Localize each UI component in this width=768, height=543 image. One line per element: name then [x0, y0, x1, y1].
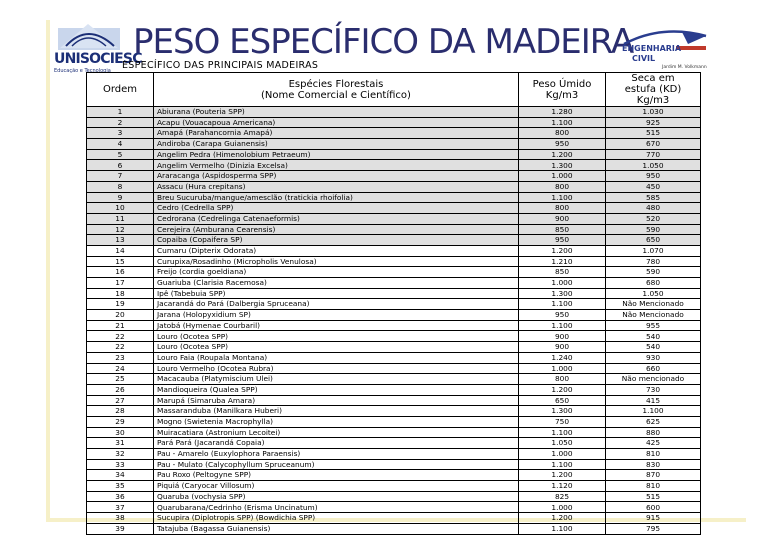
cell-especie: Louro (Ocotea SPP): [154, 342, 519, 353]
cell-especie: Andiroba (Carapa Guianensis): [154, 139, 519, 150]
unisociesc-brand: UNISOCIESC: [54, 51, 142, 67]
table-row: [87, 427, 701, 438]
cell-peso-umido: 800: [519, 374, 606, 385]
cell-peso-umido: 1.280: [519, 107, 606, 118]
cell-peso-umido: 1.050: [519, 438, 606, 449]
cell-ordem: 25: [87, 374, 154, 385]
cell-ordem: 11: [87, 213, 154, 224]
cell-seca-estufa: 925: [606, 117, 701, 128]
table-row: [87, 513, 701, 524]
cell-especie: Massaranduba (Manilkara Huberi): [154, 406, 519, 417]
cell-ordem: 38: [87, 513, 154, 524]
cell-ordem: 8: [87, 181, 154, 192]
cell-especie: Cumaru (Dipterix Odorata): [154, 245, 519, 256]
cell-ordem: 9: [87, 192, 154, 203]
cell-peso-umido: 1.120: [519, 481, 606, 492]
table-row: [87, 470, 701, 481]
cell-peso-umido: 1.100: [519, 427, 606, 438]
table-row: [87, 139, 701, 150]
table-row: [87, 224, 701, 235]
cell-peso-umido: 1.100: [519, 459, 606, 470]
cell-ordem: 27: [87, 395, 154, 406]
cell-peso-umido: 850: [519, 267, 606, 278]
cell-peso-umido: 750: [519, 416, 606, 427]
cell-ordem: 12: [87, 224, 154, 235]
cell-ordem: 21: [87, 320, 154, 331]
cell-peso-umido: 1.100: [519, 523, 606, 534]
cell-seca-estufa: 810: [606, 481, 701, 492]
table-row: [87, 256, 701, 267]
cell-ordem: 28: [87, 406, 154, 417]
cell-especie: Jatobá (Hymenae Courbaril): [154, 320, 519, 331]
cell-peso-umido: 1.100: [519, 192, 606, 203]
cell-ordem: 23: [87, 352, 154, 363]
cell-ordem: 6: [87, 160, 154, 171]
cell-peso-umido: 800: [519, 203, 606, 214]
cell-seca-estufa: 540: [606, 342, 701, 353]
table-row: [87, 352, 701, 363]
cell-especie: Angelim Vermelho (Dinizia Excelsa): [154, 160, 519, 171]
cell-peso-umido: 1.100: [519, 299, 606, 310]
table-row: [87, 331, 701, 342]
cell-seca-estufa: 600: [606, 502, 701, 513]
cell-peso-umido: 1.000: [519, 171, 606, 182]
cell-especie: Sucupira (Diplotropis SPP) (Bowdichia SPP): [154, 513, 519, 524]
cell-seca-estufa: 480: [606, 203, 701, 214]
cell-ordem: 26: [87, 384, 154, 395]
table-row: [87, 128, 701, 139]
cell-seca-estufa: 625: [606, 416, 701, 427]
table-row: [87, 267, 701, 278]
cell-especie: Ipê (Tabebuia SPP): [154, 288, 519, 299]
cell-ordem: 1: [87, 107, 154, 118]
cell-peso-umido: 900: [519, 331, 606, 342]
cell-especie: Pau Roxo (Peltogyne SPP): [154, 470, 519, 481]
cell-ordem: 29: [87, 416, 154, 427]
cell-seca-estufa: 810: [606, 449, 701, 460]
unisociesc-mark-icon: [58, 20, 120, 50]
cell-especie: Guariuba (Clarisia Racemosa): [154, 278, 519, 289]
cell-peso-umido: 1.000: [519, 449, 606, 460]
cell-seca-estufa: 425: [606, 438, 701, 449]
cell-seca-estufa: 795: [606, 523, 701, 534]
cell-seca-estufa: 680: [606, 278, 701, 289]
cell-especie: Pará Pará (Jacarandá Copaia): [154, 438, 519, 449]
cell-seca-estufa: 590: [606, 267, 701, 278]
table-header-row: [87, 73, 701, 107]
cell-seca-estufa: 520: [606, 213, 701, 224]
cell-especie: Copaiba (Copaifera SP): [154, 235, 519, 246]
logo-engenharia-text: ENGENHARIA: [622, 44, 682, 53]
cell-peso-umido: 950: [519, 235, 606, 246]
cell-ordem: 15: [87, 256, 154, 267]
cell-seca-estufa: 1.050: [606, 160, 701, 171]
table-row: [87, 384, 701, 395]
cell-especie: Mogno (Swietenia Macrophylla): [154, 416, 519, 427]
cell-especie: Angelim Pedra (Himenolobium Petraeum): [154, 149, 519, 160]
header-seca-estufa: Seca em estufa (KD) Kg/m3: [606, 73, 701, 107]
cell-seca-estufa: 955: [606, 320, 701, 331]
cell-seca-estufa: 780: [606, 256, 701, 267]
unisociesc-tagline: Educação e Tecnologia: [54, 68, 111, 74]
cell-ordem: 20: [87, 310, 154, 321]
cell-ordem: 33: [87, 459, 154, 470]
cell-ordem: 36: [87, 491, 154, 502]
table-row: [87, 406, 701, 417]
cell-peso-umido: 900: [519, 342, 606, 353]
cell-peso-umido: 1.200: [519, 245, 606, 256]
cell-ordem: 16: [87, 267, 154, 278]
cell-especie: Araracanga (Aspidosperma SPP): [154, 171, 519, 182]
cell-ordem: 32: [87, 449, 154, 460]
table-row: [87, 160, 701, 171]
table-row: [87, 438, 701, 449]
cell-especie: Cedrorana (Cedrelinga Catenaeformis): [154, 213, 519, 224]
cell-ordem: 34: [87, 470, 154, 481]
cell-ordem: 39: [87, 523, 154, 534]
cell-peso-umido: 1.200: [519, 149, 606, 160]
cell-especie: Quaruba (vochysia SPP): [154, 491, 519, 502]
cell-especie: Mandioqueira (Qualea SPP): [154, 384, 519, 395]
cell-seca-estufa: Não Mencionado: [606, 299, 701, 310]
cell-seca-estufa: 930: [606, 352, 701, 363]
cell-peso-umido: 1.300: [519, 406, 606, 417]
table-row: [87, 278, 701, 289]
cell-peso-umido: 850: [519, 224, 606, 235]
table-row: [87, 203, 701, 214]
cell-seca-estufa: 515: [606, 128, 701, 139]
table-body: [87, 107, 701, 535]
header-ordem: Ordem: [87, 73, 154, 107]
table-row: [87, 235, 701, 246]
cell-ordem: 2: [87, 117, 154, 128]
cell-ordem: 24: [87, 363, 154, 374]
cell-seca-estufa: 1.070: [606, 245, 701, 256]
cell-peso-umido: 1.300: [519, 160, 606, 171]
cell-ordem: 37: [87, 502, 154, 513]
cell-peso-umido: 950: [519, 310, 606, 321]
table-row: [87, 342, 701, 353]
table-row: [87, 107, 701, 118]
table-row: [87, 299, 701, 310]
table-row: [87, 502, 701, 513]
cell-especie: Curupixa/Rosadinho (Micropholis Venulosa): [154, 256, 519, 267]
cell-peso-umido: 1.100: [519, 117, 606, 128]
cell-especie: Marupá (Simaruba Amara): [154, 395, 519, 406]
cell-seca-estufa: 730: [606, 384, 701, 395]
cell-peso-umido: 1.200: [519, 513, 606, 524]
table-row: [87, 171, 701, 182]
table-row: [87, 449, 701, 460]
table-row: [87, 192, 701, 203]
cell-peso-umido: 1.000: [519, 278, 606, 289]
cell-especie: Jarana (Holopyxidium SP): [154, 310, 519, 321]
cell-seca-estufa: 770: [606, 149, 701, 160]
cell-seca-estufa: 585: [606, 192, 701, 203]
cell-especie: Quarubarana/Cedrinho (Erisma Uncinatum): [154, 502, 519, 513]
cell-peso-umido: 800: [519, 128, 606, 139]
table-row: [87, 149, 701, 160]
cell-especie: Macacauba (Platymiscium Ulei): [154, 374, 519, 385]
cell-seca-estufa: 515: [606, 491, 701, 502]
cell-seca-estufa: 915: [606, 513, 701, 524]
cell-especie: Tatajuba (Bagassa Guianensis): [154, 523, 519, 534]
cell-especie: Pau - Mulato (Calycophyllum Spruceanum): [154, 459, 519, 470]
left-accent-band: [46, 20, 50, 520]
table-row: [87, 374, 701, 385]
cell-peso-umido: 1.100: [519, 320, 606, 331]
cell-seca-estufa: Não mencionado: [606, 374, 701, 385]
cell-seca-estufa: 880: [606, 427, 701, 438]
cell-ordem: 22: [87, 342, 154, 353]
table-row: [87, 395, 701, 406]
cell-especie: Jacarandá do Pará (Dalbergia Spruceana): [154, 299, 519, 310]
cell-especie: Breu Sucuruba/mangue/amesclão (tratickia rhoifolia): [154, 192, 519, 203]
page-title: PESO ESPECÍFICO DA MADEIRA: [133, 22, 634, 62]
cell-especie: Freijo (cordia goeldiana): [154, 267, 519, 278]
cell-peso-umido: 950: [519, 139, 606, 150]
cell-seca-estufa: 540: [606, 331, 701, 342]
cell-ordem: 19: [87, 299, 154, 310]
cell-peso-umido: 1.200: [519, 384, 606, 395]
cell-seca-estufa: 670: [606, 139, 701, 150]
cell-seca-estufa: 660: [606, 363, 701, 374]
cell-ordem: 17: [87, 278, 154, 289]
cell-ordem: 35: [87, 481, 154, 492]
cell-especie: Piquiá (Caryocar Villosum): [154, 481, 519, 492]
table-row: [87, 310, 701, 321]
cell-ordem: 13: [87, 235, 154, 246]
cell-especie: Muiracatiara (Astronium Lecoitei): [154, 427, 519, 438]
cell-seca-estufa: 1.100: [606, 406, 701, 417]
cell-seca-estufa: 870: [606, 470, 701, 481]
header-peso-umido: Peso Úmido Kg/m3: [519, 73, 606, 107]
page-subtitle: ESPECÍFICO DAS PRINCIPAIS MADEIRAS: [122, 60, 319, 71]
cell-peso-umido: 1.000: [519, 363, 606, 374]
table-row: [87, 117, 701, 128]
cell-especie: Louro (Ocotea SPP): [154, 331, 519, 342]
cell-especie: Pau - Amarelo (Euxylophora Paraensis): [154, 449, 519, 460]
logo-civil-text: CIVIL: [632, 54, 656, 63]
table-row: [87, 181, 701, 192]
cell-peso-umido: 825: [519, 491, 606, 502]
cell-peso-umido: 1.200: [519, 470, 606, 481]
cell-especie: Assacu (Hura crepitans): [154, 181, 519, 192]
cell-seca-estufa: 950: [606, 171, 701, 182]
table-row: [87, 363, 701, 374]
cell-ordem: 10: [87, 203, 154, 214]
cell-especie: Amapá (Parahancornia Amapá): [154, 128, 519, 139]
table-row: [87, 459, 701, 470]
cell-peso-umido: 900: [519, 213, 606, 224]
cell-ordem: 18: [87, 288, 154, 299]
cell-seca-estufa: 1.050: [606, 288, 701, 299]
logo-author-text: Jardim M. Volkmann: [662, 65, 707, 70]
cell-peso-umido: 800: [519, 181, 606, 192]
table-row: [87, 523, 701, 534]
table-row: [87, 416, 701, 427]
cell-seca-estufa: 830: [606, 459, 701, 470]
cell-peso-umido: 1.300: [519, 288, 606, 299]
cell-peso-umido: 1.000: [519, 502, 606, 513]
table-row: [87, 481, 701, 492]
cell-peso-umido: 1.240: [519, 352, 606, 363]
cell-seca-estufa: 1.030: [606, 107, 701, 118]
table-row: [87, 288, 701, 299]
cell-ordem: 22: [87, 331, 154, 342]
cell-especie: Cedro (Cedrella SPP): [154, 203, 519, 214]
cell-peso-umido: 1.210: [519, 256, 606, 267]
header-especies: Espécies Florestais (Nome Comercial e Científico): [154, 73, 519, 107]
table-row: [87, 491, 701, 502]
engenharia-civil-logo: [622, 28, 708, 74]
table-row: [87, 213, 701, 224]
cell-ordem: 7: [87, 171, 154, 182]
cell-especie: Louro Faia (Roupala Montana): [154, 352, 519, 363]
cell-especie: Acapu (Vouacapoua Americana): [154, 117, 519, 128]
cell-ordem: 30: [87, 427, 154, 438]
cell-seca-estufa: 450: [606, 181, 701, 192]
cell-especie: Louro Vermelho (Ocotea Rubra): [154, 363, 519, 374]
cell-seca-estufa: 590: [606, 224, 701, 235]
cell-ordem: 14: [87, 245, 154, 256]
cell-seca-estufa: 415: [606, 395, 701, 406]
cell-ordem: 5: [87, 149, 154, 160]
cell-ordem: 31: [87, 438, 154, 449]
cell-seca-estufa: Não Mencionado: [606, 310, 701, 321]
cell-especie: Abiurana (Pouteria SPP): [154, 107, 519, 118]
cell-ordem: 3: [87, 128, 154, 139]
cell-ordem: 4: [87, 139, 154, 150]
table-row: [87, 245, 701, 256]
cell-peso-umido: 650: [519, 395, 606, 406]
table-row: [87, 320, 701, 331]
cell-especie: Cerejeira (Amburana Cearensis): [154, 224, 519, 235]
wood-density-table: [86, 72, 701, 535]
cell-seca-estufa: 650: [606, 235, 701, 246]
